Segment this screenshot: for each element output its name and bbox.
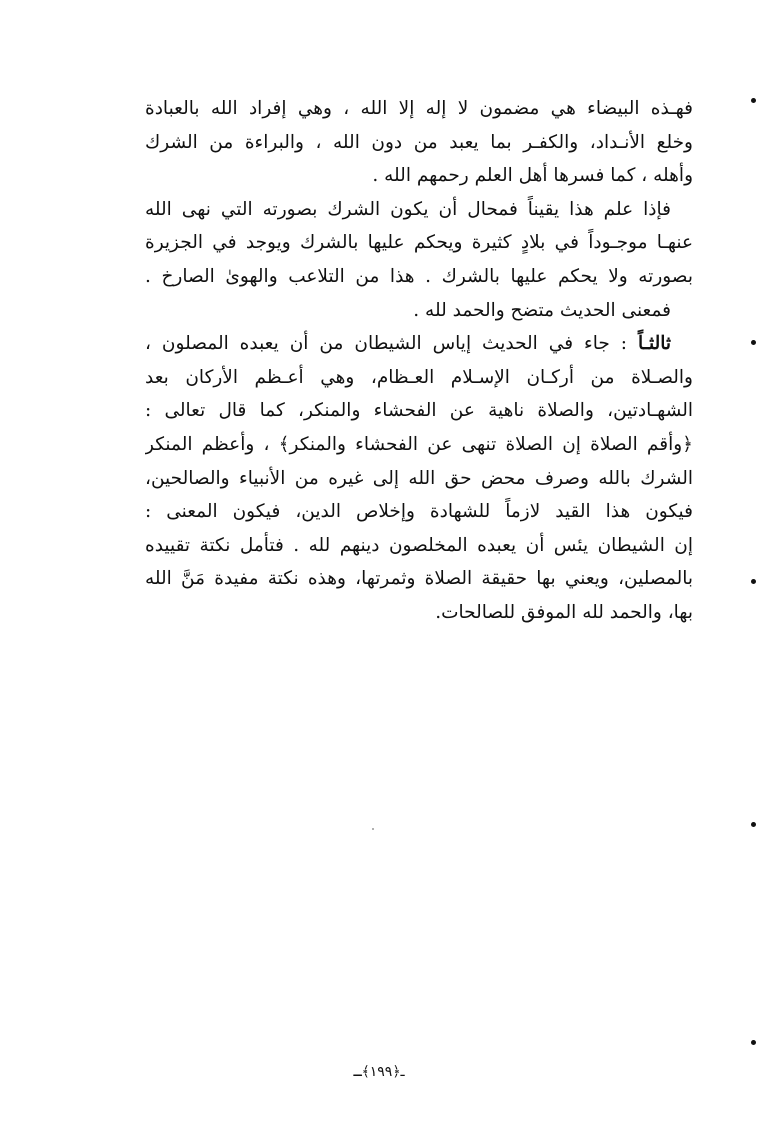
body-text <box>145 92 693 630</box>
text-line-7: فمعنى الحديث متضح والحمد لله . <box>413 299 671 321</box>
text-line-3: وأهله ، كما فسرها أهل العلم رحمهم الله . <box>372 165 693 187</box>
text-line-5: عنهـا موجـوداً في بلادٍ كثيرة ويحكم عليها بالشرك ويوجد في الجزيرة <box>145 232 693 254</box>
text-line-4: فإذا علم هذا يقيناً فمحال أن يكون الشرك بصورته التي نهى الله <box>145 198 671 220</box>
scan-speck <box>372 828 374 830</box>
text-line-12: الشرك بالله وصرف محض حق الله إلى غيره من الأنبياء والصالحين، <box>145 467 693 489</box>
text-line-6: بصورته ولا يحكم عليها بالشرك . هذا من التلاعب والهوىٰ الصارخ . <box>145 265 693 287</box>
text-line-11: ﴿وأقم الصلاة إن الصلاة تنهى عن الفحشاء والمنكر﴾ ، وأعظم المنكر <box>145 433 693 455</box>
section-heading-word: ثالثـاً <box>637 333 671 355</box>
text-line-16: بها، والحمد لله الموفق للصالحات. <box>435 601 693 623</box>
margin-speck <box>751 340 756 345</box>
margin-speck <box>751 98 756 103</box>
text-line-1: فهـذه البيضاء هي مضمون لا إله إلا الله ، وهي إفراد الله بالعبادة <box>145 98 693 119</box>
text-line-8: ثالثـاً : جاء في الحديث إياس الشيطان من أن يعبده المصلون ، <box>145 333 671 355</box>
page-number: ـ﴿١٩٩﴾ـ <box>353 1064 405 1080</box>
text-line-9: والصـلاة من أركـان الإسـلام العـظام، وهي أعـظم الأركان بعد <box>145 366 693 388</box>
margin-speck <box>751 1040 756 1045</box>
text-line-15: بالمصلين، ويعني بها حقيقة الصلاة وثمرتها، وهذه نكتة مفيدة مَنَّ الله <box>145 568 693 590</box>
margin-speck <box>751 822 756 827</box>
text-line-13: فيكون هذا القيد لازماً للشهادة وإخلاص الدين، فيكون المعنى : <box>145 501 693 523</box>
text-line-14: إن الشيطان يئس أن يعبده المخلصون دينهم لله . فتأمل نكتة تقييده <box>145 534 693 556</box>
margin-speck <box>751 579 756 584</box>
text-line-10: الشهـادتين، والصلاة ناهية عن الفحشاء والمنكر، كما قال تعالى : <box>145 400 693 422</box>
text-line-2: وخلع الأنـداد، والكفـر بما يعبد من دون الله ، والبراءة من الشرك <box>145 131 693 153</box>
